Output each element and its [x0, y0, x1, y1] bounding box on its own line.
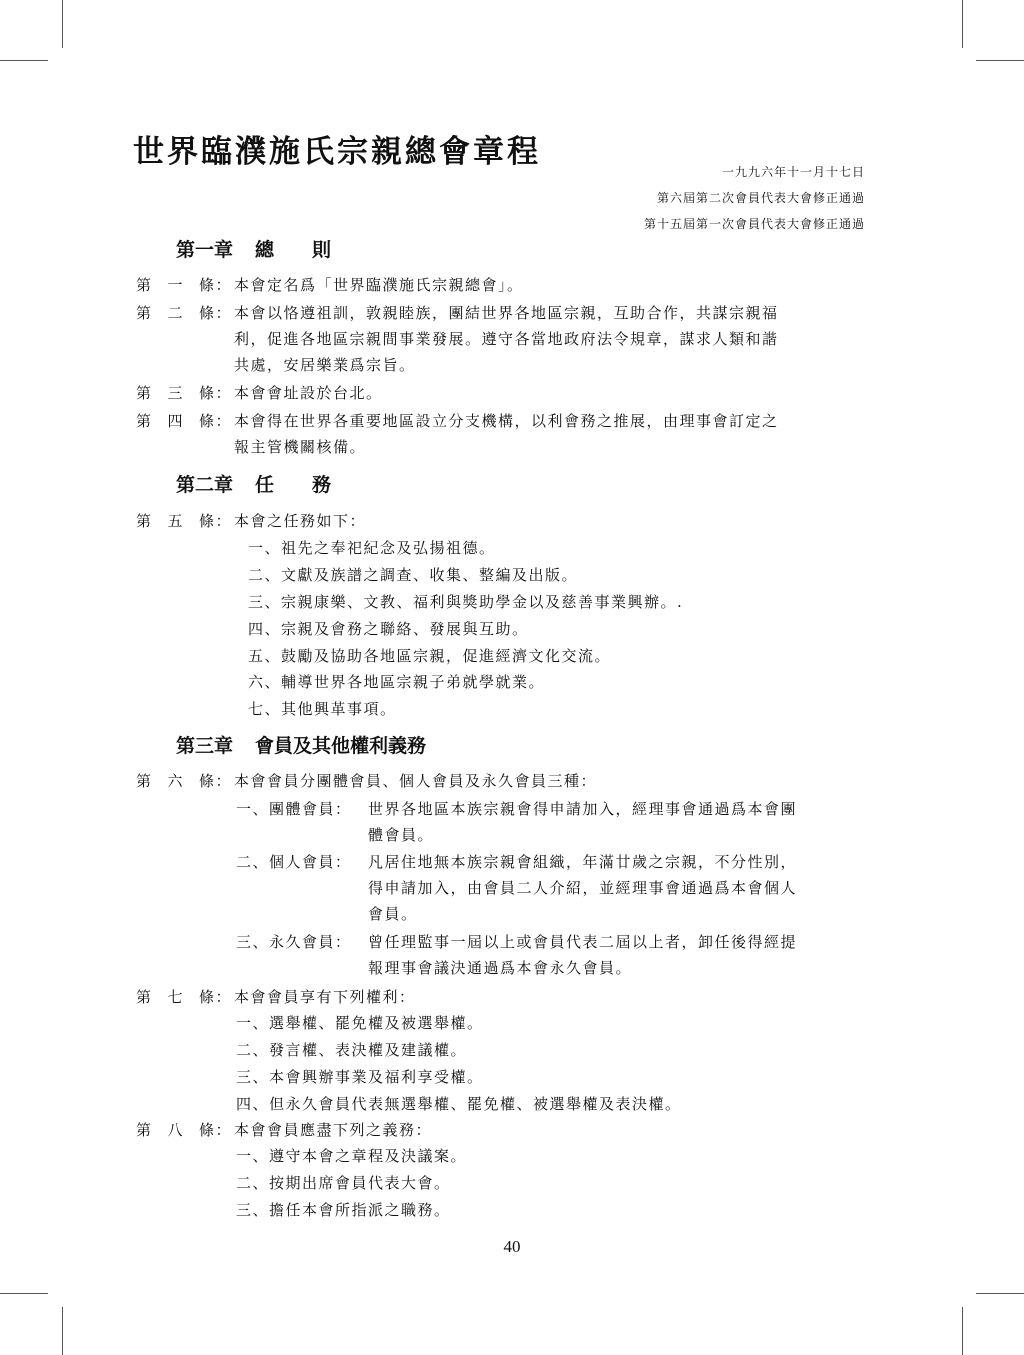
crop-mark — [62, 1307, 63, 1355]
list-item: 三、宗親康樂、文教、福利與獎助學金以及慈善事業興辦。. — [248, 593, 684, 611]
list-item: 一、選舉權、罷免權及被選舉權。 — [236, 1014, 484, 1032]
chapter-number: 第三章 — [176, 735, 234, 757]
list-item: 一、遵守本會之章程及決議案。 — [236, 1147, 468, 1165]
article-text: 本會之任務如下： — [234, 512, 367, 530]
article-label: 第 二 條： — [136, 304, 232, 322]
article-text: 本會得在世界各重要地區設立分支機構，以利會務之推展，由理事會訂定之 — [234, 412, 779, 430]
list-item: 二、按期出席會員代表大會。 — [236, 1174, 451, 1192]
list-item: 七、其他興革事項。 — [248, 700, 397, 718]
member-type-label: 二、個人會員： — [236, 853, 352, 871]
article-label: 第 四 條： — [136, 412, 232, 430]
chapter-name: 會員及其他權利義務 — [255, 735, 427, 757]
article-text: 本會會員應盡下列之義務： — [234, 1121, 433, 1139]
article-text: 共處，安居樂業爲宗旨。 — [234, 356, 416, 374]
chapter-number: 第二章 — [176, 474, 234, 496]
member-type-label: 一、團體會員： — [236, 800, 352, 818]
revision-note: 第十五屆第一次會員代表大會修正通過 — [643, 217, 865, 231]
article-label: 第 一 條： — [136, 276, 232, 294]
member-type-text: 凡居住地無本族宗親會組織，年滿廿歲之宗親，不分性別， — [368, 853, 798, 871]
member-type-label: 三、永久會員： — [236, 933, 352, 951]
chapter-number: 第一章 — [176, 239, 234, 261]
chapter-name: 任 務 — [255, 474, 332, 496]
article-text: 本會定名爲「世界臨濮施氏宗親總會」。 — [234, 276, 524, 294]
crop-mark — [976, 1293, 1024, 1294]
chapter-heading — [176, 734, 426, 758]
article-label: 第 三 條： — [136, 384, 232, 402]
article-label: 第 八 條： — [136, 1121, 232, 1139]
article-text: 本會會址設於台北。 — [234, 384, 383, 402]
revision-note: 一九九六年十一月十七日 — [721, 165, 865, 179]
chapter-heading — [176, 473, 331, 497]
article-text: 本會會員享有下列權利： — [234, 988, 416, 1006]
member-type-text: 會員。 — [368, 905, 418, 923]
list-item: 三、擔任本會所指派之職務。 — [236, 1201, 451, 1219]
crop-mark — [62, 0, 63, 48]
chapter-heading — [176, 238, 331, 262]
article-text: 本會會員分團體會員、個人會員及永久會員三種： — [234, 772, 598, 790]
list-item: 四、但永久會員代表無選舉權、罷免權、被選舉權及表決權。 — [236, 1095, 682, 1113]
crop-mark — [962, 1307, 963, 1355]
article-label: 第 六 條： — [136, 772, 232, 790]
member-type-text: 報理事會議決通過爲本會永久會員。 — [368, 959, 633, 977]
list-item: 五、鼓勵及協助各地區宗親，促進經濟文化交流。 — [248, 647, 612, 665]
article-text: 本會以恪遵祖訓，敦親睦族，團結世界各地區宗親，互助合作，共謀宗親福 — [234, 304, 779, 322]
member-type-text: 得申請加入，由會員二人介紹，並經理事會通過爲本會個人 — [368, 879, 798, 897]
article-text: 利，促進各地區宗親間事業發展。遵守各當地政府法令規章，謀求人類和諧 — [234, 330, 779, 348]
list-item: 六、輔導世界各地區宗親子弟就學就業。 — [248, 673, 546, 691]
list-item: 四、宗親及會務之聯絡、發展與互助。 — [248, 620, 529, 638]
page-title: 世界臨濮施氏宗親總會章程 — [133, 134, 541, 170]
crop-mark — [0, 1293, 48, 1294]
list-item: 二、文獻及族譜之調查、收集、整編及出版。 — [248, 566, 579, 584]
chapter-name: 總 則 — [255, 239, 332, 261]
crop-mark — [0, 60, 48, 61]
article-label: 第 五 條： — [136, 512, 232, 530]
list-item: 一、祖先之奉祀紀念及弘揚祖德。 — [248, 539, 496, 557]
revision-note: 第六屆第二次會員代表大會修正通過 — [656, 191, 865, 205]
article-text: 報主管機關核備。 — [234, 438, 367, 456]
page-number: 40 — [503, 1237, 521, 1256]
crop-mark — [976, 60, 1024, 61]
member-type-text: 世界各地區本族宗親會得申請加入，經理事會通過爲本會團 — [368, 800, 798, 818]
list-item: 三、本會興辦事業及福利享受權。 — [236, 1068, 484, 1086]
member-type-text: 體會員。 — [368, 826, 435, 844]
list-item: 二、發言權、表決權及建議權。 — [236, 1041, 468, 1059]
article-label: 第 七 條： — [136, 988, 232, 1006]
article-1 — [0, 272, 1024, 298]
member-type-text: 曾任理監事一屆以上或會員代表二屆以上者，卸任後得經提 — [368, 933, 798, 951]
crop-mark — [962, 0, 963, 48]
